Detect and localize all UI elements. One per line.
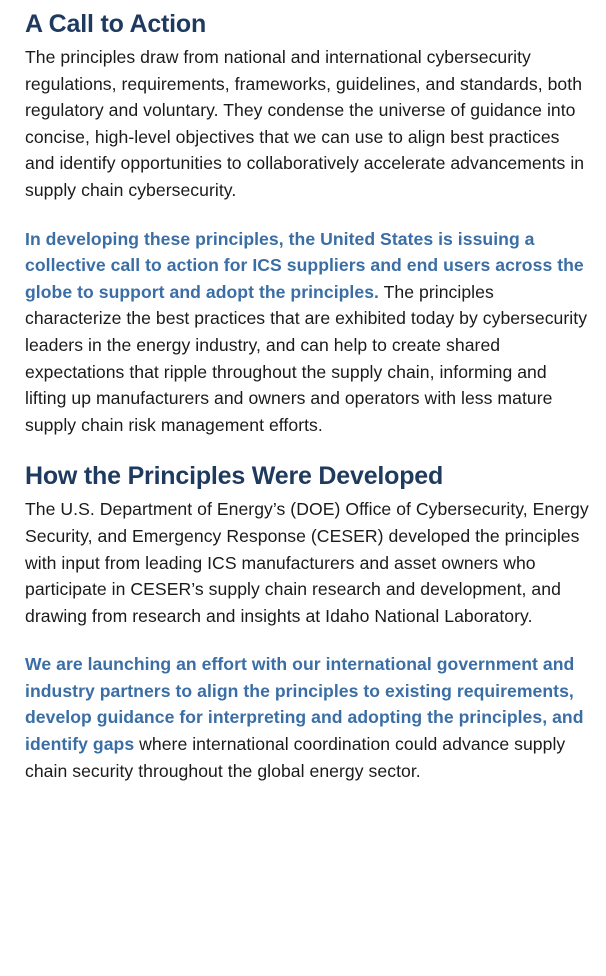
call-to-action-paragraph-1: The principles draw from national and international cybersecurity regulations, requirements, frameworks, guidelines, and standards, both regulatory and voluntary. They condense the universe of guidance into concise, high-level objectives that we can use to align best practices and identify opportunities to collaboratively accelerate advancements in supply chain cybersecurity.	[25, 47, 585, 200]
how-developed-highlight-text: We are launching an effort with our international government and industry partners to align the principles to existing requirements, develop guidance for interpreting and adopting the principles, and identify gaps	[25, 654, 584, 755]
call-to-action-body-text: The principles characterize the best practices that are exhibited today by cybersecurity leaders in the energy industry, and can help to create shared expectations that ripple throughout the supply chain, informing and lifting up manufacturers and owners and operators with less mature supply chain risk management efforts.	[25, 281, 588, 435]
how-developed-paragraph-2	[25, 651, 590, 784]
document-page	[25, 0, 590, 784]
call-to-action-paragraph-2	[25, 226, 590, 439]
call-to-action-highlight-text: In developing these principles, the United States is issuing a collective call to action for ICS suppliers and end users across the globe to support and adopt the principles.	[25, 228, 584, 302]
how-developed-body-text: where international coordination could advance supply chain security throughout the global energy sector.	[25, 734, 566, 781]
how-developed-paragraph-1: The U.S. Department of Energy’s (DOE) Office of Cybersecurity, Energy Security, and Emergency Response (CESER) developed the principles with input from leading ICS manufacturers and asset owners who participate in CESER’s supply chain research and development, and drawing from research and insights at Idaho National Laboratory.	[25, 499, 589, 626]
section-heading-how-developed: How the Principles Were Developed	[25, 462, 444, 491]
section-heading-call-to-action: A Call to Action	[25, 10, 207, 38]
